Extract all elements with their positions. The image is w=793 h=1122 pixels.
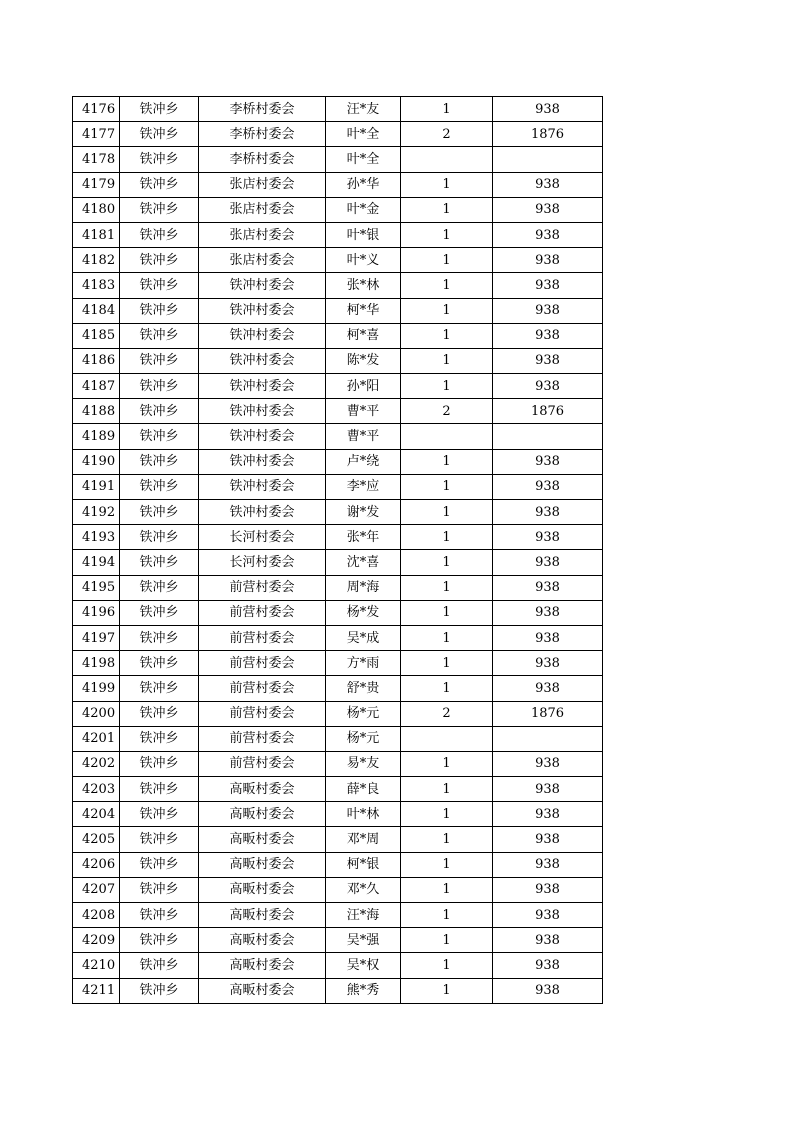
cell-count: 1 xyxy=(401,928,493,953)
cell-village: 铁冲村委会 xyxy=(199,399,326,424)
table-row xyxy=(73,676,603,701)
cell-name: 叶*金 xyxy=(326,197,401,222)
cell-amount: 938 xyxy=(493,525,603,550)
cell-count: 1 xyxy=(401,575,493,600)
table-row xyxy=(73,701,603,726)
table-row xyxy=(73,953,603,978)
table-row xyxy=(73,273,603,298)
cell-town: 铁冲乡 xyxy=(120,852,199,877)
cell-name: 汪*友 xyxy=(326,97,401,122)
cell-name: 叶*银 xyxy=(326,222,401,247)
table-row xyxy=(73,827,603,852)
cell-id: 4194 xyxy=(73,550,120,575)
cell-amount: 938 xyxy=(493,802,603,827)
cell-id: 4178 xyxy=(73,147,120,172)
cell-id: 4179 xyxy=(73,172,120,197)
cell-amount: 938 xyxy=(493,248,603,273)
cell-amount: 938 xyxy=(493,222,603,247)
cell-id: 4180 xyxy=(73,197,120,222)
cell-count: 1 xyxy=(401,625,493,650)
cell-count: 1 xyxy=(401,197,493,222)
cell-town: 铁冲乡 xyxy=(120,449,199,474)
cell-village: 铁冲村委会 xyxy=(199,374,326,399)
table-body xyxy=(73,97,603,1004)
cell-count: 1 xyxy=(401,978,493,1003)
cell-town: 铁冲乡 xyxy=(120,348,199,373)
cell-name: 柯*华 xyxy=(326,298,401,323)
cell-count: 2 xyxy=(401,122,493,147)
cell-name: 沈*喜 xyxy=(326,550,401,575)
cell-name: 杨*元 xyxy=(326,726,401,751)
cell-town: 铁冲乡 xyxy=(120,474,199,499)
table-row xyxy=(73,877,603,902)
cell-count: 1 xyxy=(401,751,493,776)
cell-village: 高畈村委会 xyxy=(199,777,326,802)
cell-count: 1 xyxy=(401,449,493,474)
cell-name: 薛*良 xyxy=(326,777,401,802)
cell-town: 铁冲乡 xyxy=(120,978,199,1003)
table-row xyxy=(73,500,603,525)
cell-count: 1 xyxy=(401,676,493,701)
cell-town: 铁冲乡 xyxy=(120,600,199,625)
cell-name: 张*年 xyxy=(326,525,401,550)
cell-count: 1 xyxy=(401,903,493,928)
cell-id: 4195 xyxy=(73,575,120,600)
cell-id: 4198 xyxy=(73,651,120,676)
cell-id: 4183 xyxy=(73,273,120,298)
cell-amount: 938 xyxy=(493,323,603,348)
cell-name: 孙*华 xyxy=(326,172,401,197)
table-row xyxy=(73,474,603,499)
cell-amount xyxy=(493,726,603,751)
cell-id: 4184 xyxy=(73,298,120,323)
cell-name: 杨*发 xyxy=(326,600,401,625)
cell-id: 4210 xyxy=(73,953,120,978)
cell-town: 铁冲乡 xyxy=(120,575,199,600)
cell-village: 前营村委会 xyxy=(199,651,326,676)
cell-village: 铁冲村委会 xyxy=(199,323,326,348)
cell-amount: 938 xyxy=(493,827,603,852)
cell-village: 铁冲村委会 xyxy=(199,474,326,499)
cell-count xyxy=(401,147,493,172)
cell-id: 4196 xyxy=(73,600,120,625)
cell-village: 张店村委会 xyxy=(199,197,326,222)
cell-village: 高畈村委会 xyxy=(199,802,326,827)
cell-amount: 938 xyxy=(493,877,603,902)
cell-name: 卢*绕 xyxy=(326,449,401,474)
cell-id: 4202 xyxy=(73,751,120,776)
table-row xyxy=(73,928,603,953)
cell-id: 4209 xyxy=(73,928,120,953)
table-row xyxy=(73,374,603,399)
cell-town: 铁冲乡 xyxy=(120,802,199,827)
table-row xyxy=(73,147,603,172)
cell-count: 1 xyxy=(401,323,493,348)
cell-amount: 938 xyxy=(493,474,603,499)
cell-town: 铁冲乡 xyxy=(120,903,199,928)
cell-town: 铁冲乡 xyxy=(120,323,199,348)
cell-id: 4176 xyxy=(73,97,120,122)
cell-id: 4191 xyxy=(73,474,120,499)
cell-amount: 938 xyxy=(493,374,603,399)
table-row xyxy=(73,550,603,575)
cell-village: 高畈村委会 xyxy=(199,827,326,852)
cell-amount xyxy=(493,424,603,449)
cell-village: 铁冲村委会 xyxy=(199,298,326,323)
table-row xyxy=(73,323,603,348)
cell-name: 易*友 xyxy=(326,751,401,776)
cell-count: 1 xyxy=(401,550,493,575)
table-row xyxy=(73,802,603,827)
cell-id: 4177 xyxy=(73,122,120,147)
cell-id: 4204 xyxy=(73,802,120,827)
cell-name: 熊*秀 xyxy=(326,978,401,1003)
cell-amount: 938 xyxy=(493,777,603,802)
cell-count: 1 xyxy=(401,172,493,197)
cell-village: 铁冲村委会 xyxy=(199,500,326,525)
cell-id: 4197 xyxy=(73,625,120,650)
table-row xyxy=(73,525,603,550)
cell-count: 1 xyxy=(401,298,493,323)
cell-id: 4205 xyxy=(73,827,120,852)
cell-id: 4203 xyxy=(73,777,120,802)
cell-count: 1 xyxy=(401,248,493,273)
table-row xyxy=(73,625,603,650)
cell-count: 1 xyxy=(401,474,493,499)
cell-village: 前营村委会 xyxy=(199,600,326,625)
cell-town: 铁冲乡 xyxy=(120,625,199,650)
cell-amount: 938 xyxy=(493,298,603,323)
cell-village: 前营村委会 xyxy=(199,625,326,650)
cell-id: 4188 xyxy=(73,399,120,424)
cell-amount: 938 xyxy=(493,600,603,625)
cell-town: 铁冲乡 xyxy=(120,97,199,122)
cell-count: 1 xyxy=(401,500,493,525)
cell-town: 铁冲乡 xyxy=(120,827,199,852)
table-row xyxy=(73,751,603,776)
cell-id: 4208 xyxy=(73,903,120,928)
cell-town: 铁冲乡 xyxy=(120,751,199,776)
cell-village: 李桥村委会 xyxy=(199,97,326,122)
table-row xyxy=(73,978,603,1003)
cell-town: 铁冲乡 xyxy=(120,651,199,676)
cell-name: 邓*周 xyxy=(326,827,401,852)
cell-id: 4189 xyxy=(73,424,120,449)
cell-village: 张店村委会 xyxy=(199,222,326,247)
cell-town: 铁冲乡 xyxy=(120,399,199,424)
cell-town: 铁冲乡 xyxy=(120,172,199,197)
cell-id: 4206 xyxy=(73,852,120,877)
cell-amount: 938 xyxy=(493,852,603,877)
cell-town: 铁冲乡 xyxy=(120,147,199,172)
cell-amount: 938 xyxy=(493,625,603,650)
cell-village: 长河村委会 xyxy=(199,525,326,550)
cell-count: 1 xyxy=(401,97,493,122)
cell-id: 4192 xyxy=(73,500,120,525)
cell-name: 杨*元 xyxy=(326,701,401,726)
cell-id: 4190 xyxy=(73,449,120,474)
table-row xyxy=(73,651,603,676)
cell-count: 1 xyxy=(401,348,493,373)
table-row xyxy=(73,348,603,373)
table-row xyxy=(73,222,603,247)
cell-id: 4182 xyxy=(73,248,120,273)
cell-amount: 938 xyxy=(493,550,603,575)
cell-village: 铁冲村委会 xyxy=(199,449,326,474)
cell-amount: 938 xyxy=(493,449,603,474)
cell-count: 1 xyxy=(401,827,493,852)
table-row xyxy=(73,197,603,222)
cell-village: 李桥村委会 xyxy=(199,122,326,147)
cell-amount: 1876 xyxy=(493,122,603,147)
cell-count: 1 xyxy=(401,651,493,676)
cell-name: 叶*义 xyxy=(326,248,401,273)
cell-village: 长河村委会 xyxy=(199,550,326,575)
table-row xyxy=(73,424,603,449)
table-row xyxy=(73,172,603,197)
cell-name: 柯*喜 xyxy=(326,323,401,348)
cell-village: 高畈村委会 xyxy=(199,928,326,953)
cell-id: 4199 xyxy=(73,676,120,701)
cell-town: 铁冲乡 xyxy=(120,928,199,953)
cell-name: 吴*权 xyxy=(326,953,401,978)
cell-name: 邓*久 xyxy=(326,877,401,902)
table-row xyxy=(73,97,603,122)
cell-id: 4211 xyxy=(73,978,120,1003)
cell-id: 4186 xyxy=(73,348,120,373)
cell-count xyxy=(401,424,493,449)
cell-town: 铁冲乡 xyxy=(120,500,199,525)
cell-town: 铁冲乡 xyxy=(120,877,199,902)
table-row xyxy=(73,600,603,625)
cell-village: 铁冲村委会 xyxy=(199,424,326,449)
cell-amount: 938 xyxy=(493,273,603,298)
cell-town: 铁冲乡 xyxy=(120,424,199,449)
cell-village: 铁冲村委会 xyxy=(199,348,326,373)
cell-amount: 938 xyxy=(493,172,603,197)
cell-town: 铁冲乡 xyxy=(120,248,199,273)
cell-count: 1 xyxy=(401,852,493,877)
cell-amount: 938 xyxy=(493,928,603,953)
cell-count: 1 xyxy=(401,777,493,802)
cell-count: 1 xyxy=(401,877,493,902)
cell-amount: 938 xyxy=(493,97,603,122)
cell-count: 2 xyxy=(401,701,493,726)
cell-id: 4207 xyxy=(73,877,120,902)
cell-id: 4185 xyxy=(73,323,120,348)
cell-village: 张店村委会 xyxy=(199,248,326,273)
cell-town: 铁冲乡 xyxy=(120,953,199,978)
table-row xyxy=(73,298,603,323)
cell-name: 孙*阳 xyxy=(326,374,401,399)
cell-name: 曹*平 xyxy=(326,399,401,424)
cell-id: 4201 xyxy=(73,726,120,751)
cell-id: 4200 xyxy=(73,701,120,726)
cell-amount: 938 xyxy=(493,500,603,525)
cell-village: 前营村委会 xyxy=(199,676,326,701)
table-row xyxy=(73,399,603,424)
cell-count: 1 xyxy=(401,273,493,298)
cell-count: 1 xyxy=(401,600,493,625)
cell-id: 4181 xyxy=(73,222,120,247)
cell-count: 1 xyxy=(401,953,493,978)
cell-village: 前营村委会 xyxy=(199,701,326,726)
cell-count: 2 xyxy=(401,399,493,424)
cell-village: 前营村委会 xyxy=(199,726,326,751)
cell-name: 周*海 xyxy=(326,575,401,600)
cell-village: 张店村委会 xyxy=(199,172,326,197)
cell-name: 舒*贵 xyxy=(326,676,401,701)
table-row xyxy=(73,449,603,474)
cell-name: 叶*全 xyxy=(326,122,401,147)
cell-town: 铁冲乡 xyxy=(120,701,199,726)
cell-amount: 938 xyxy=(493,348,603,373)
cell-town: 铁冲乡 xyxy=(120,222,199,247)
cell-amount: 938 xyxy=(493,575,603,600)
cell-amount: 938 xyxy=(493,751,603,776)
cell-name: 陈*发 xyxy=(326,348,401,373)
table-row xyxy=(73,777,603,802)
cell-name: 汪*海 xyxy=(326,903,401,928)
cell-name: 吴*强 xyxy=(326,928,401,953)
cell-village: 李桥村委会 xyxy=(199,147,326,172)
cell-town: 铁冲乡 xyxy=(120,298,199,323)
cell-amount: 938 xyxy=(493,953,603,978)
cell-village: 高畈村委会 xyxy=(199,978,326,1003)
table-row xyxy=(73,575,603,600)
cell-count: 1 xyxy=(401,525,493,550)
cell-town: 铁冲乡 xyxy=(120,122,199,147)
cell-name: 方*雨 xyxy=(326,651,401,676)
table-row xyxy=(73,122,603,147)
cell-village: 高畈村委会 xyxy=(199,877,326,902)
cell-name: 张*林 xyxy=(326,273,401,298)
cell-name: 李*应 xyxy=(326,474,401,499)
cell-town: 铁冲乡 xyxy=(120,273,199,298)
cell-name: 吴*成 xyxy=(326,625,401,650)
cell-amount: 938 xyxy=(493,651,603,676)
cell-amount: 1876 xyxy=(493,701,603,726)
cell-town: 铁冲乡 xyxy=(120,676,199,701)
table-row xyxy=(73,852,603,877)
cell-count: 1 xyxy=(401,802,493,827)
table-row xyxy=(73,726,603,751)
cell-village: 前营村委会 xyxy=(199,751,326,776)
cell-id: 4187 xyxy=(73,374,120,399)
cell-town: 铁冲乡 xyxy=(120,197,199,222)
cell-name: 柯*银 xyxy=(326,852,401,877)
cell-town: 铁冲乡 xyxy=(120,777,199,802)
table-row xyxy=(73,248,603,273)
cell-amount: 938 xyxy=(493,978,603,1003)
cell-village: 前营村委会 xyxy=(199,575,326,600)
cell-town: 铁冲乡 xyxy=(120,550,199,575)
cell-amount: 938 xyxy=(493,676,603,701)
cell-count xyxy=(401,726,493,751)
cell-amount: 938 xyxy=(493,903,603,928)
table-row xyxy=(73,903,603,928)
cell-count: 1 xyxy=(401,374,493,399)
cell-amount: 1876 xyxy=(493,399,603,424)
cell-amount xyxy=(493,147,603,172)
cell-name: 叶*全 xyxy=(326,147,401,172)
cell-id: 4193 xyxy=(73,525,120,550)
cell-village: 高畈村委会 xyxy=(199,903,326,928)
cell-count: 1 xyxy=(401,222,493,247)
cell-village: 铁冲村委会 xyxy=(199,273,326,298)
cell-town: 铁冲乡 xyxy=(120,726,199,751)
data-table xyxy=(72,96,603,1004)
cell-village: 高畈村委会 xyxy=(199,953,326,978)
cell-amount: 938 xyxy=(493,197,603,222)
cell-village: 高畈村委会 xyxy=(199,852,326,877)
cell-name: 谢*发 xyxy=(326,500,401,525)
cell-name: 叶*林 xyxy=(326,802,401,827)
cell-name: 曹*平 xyxy=(326,424,401,449)
cell-town: 铁冲乡 xyxy=(120,374,199,399)
cell-town: 铁冲乡 xyxy=(120,525,199,550)
